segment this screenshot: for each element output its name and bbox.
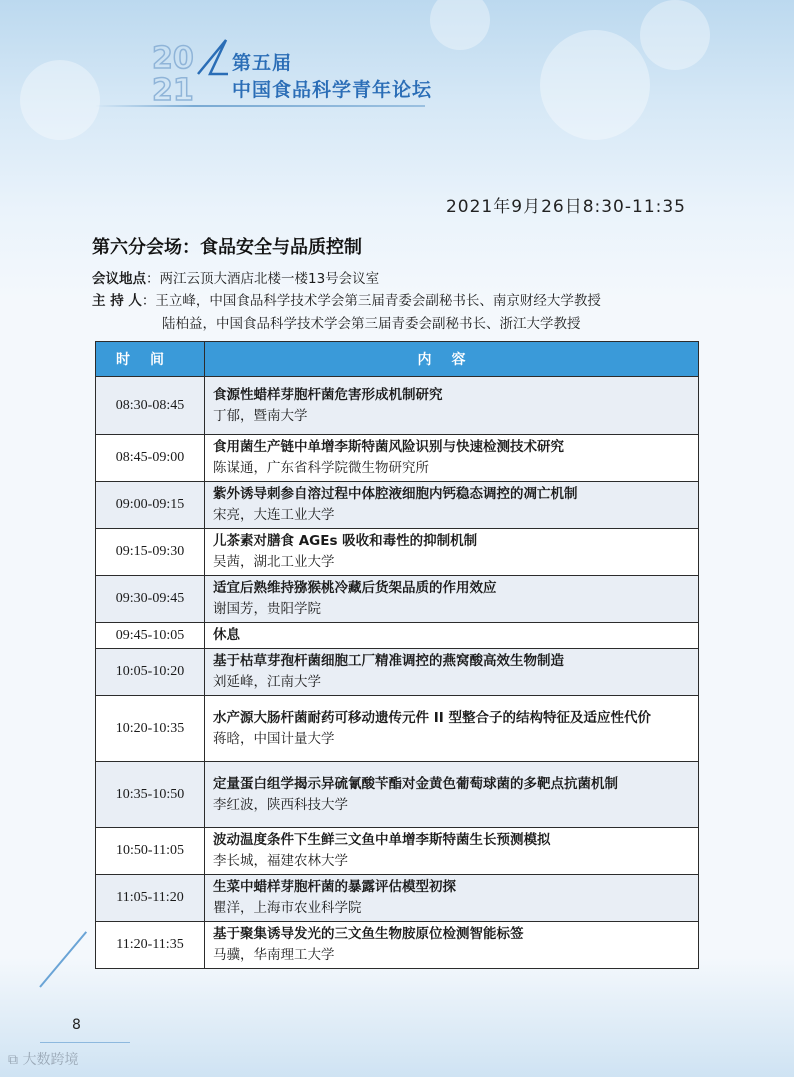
- talk-title: 波动温度条件下生鲜三文鱼中单增李斯特菌生长预测模拟: [213, 832, 551, 848]
- row-content: [205, 482, 699, 529]
- header-time: 时间: [96, 342, 205, 377]
- talk-speaker: 丁郁，暨南大学: [213, 407, 308, 424]
- table-row: [96, 377, 699, 435]
- decorative-bubble: [640, 0, 710, 70]
- row-content: [205, 696, 699, 762]
- row-content: [205, 762, 699, 828]
- row-content: [205, 576, 699, 623]
- talk-title: 紫外诱导刺参自溶过程中体腔液细胞内钙稳态调控的凋亡机制: [213, 486, 578, 502]
- talk-speaker: 李长城，福建农林大学: [213, 853, 348, 869]
- logo-underline: [95, 105, 425, 107]
- talk-speaker: 瞿洋，上海市农业科学院: [213, 900, 362, 916]
- row-time: 10:50-11:05: [96, 828, 205, 875]
- talk-speaker: 陈谋通，广东省科学院微生物研究所: [213, 460, 429, 476]
- row-time: 08:30-08:45: [96, 377, 205, 435]
- watermark: [8, 1049, 78, 1069]
- table-row: [96, 482, 699, 529]
- talk-title: 生菜中蜡样芽胞杆菌的暴露评估模型初探: [213, 879, 456, 895]
- talk-speaker: 谢国芳，贵阳学院: [213, 601, 321, 617]
- row-content: [205, 649, 699, 696]
- venue-label: 会议地点: [92, 271, 146, 287]
- row-content: [205, 529, 699, 576]
- row-time: 09:45-10:05: [96, 623, 205, 649]
- table-row: [96, 696, 699, 762]
- row-time: 10:20-10:35: [96, 696, 205, 762]
- row-content: [205, 922, 699, 969]
- row-content: [205, 828, 699, 875]
- host-info: [92, 291, 601, 312]
- session-title: 第六分会场：食品安全与品质控制: [92, 237, 362, 258]
- table-row: [96, 623, 699, 649]
- table-row: [96, 529, 699, 576]
- table-row: [96, 762, 699, 828]
- talk-title: 食用菌生产链中单增李斯特菌风险识别与快速检测技术研究: [213, 439, 564, 455]
- decorative-bubble: [540, 30, 650, 140]
- row-content: [205, 377, 699, 435]
- schedule-table: [95, 341, 699, 969]
- talk-title: 儿茶素对膳食 AGEs 吸收和毒性的抑制机制: [213, 533, 478, 549]
- talk-speaker: 宋亮，大连工业大学: [213, 507, 335, 523]
- venue-info: [92, 269, 379, 290]
- row-time: 11:20-11:35: [96, 922, 205, 969]
- talk-title: 适宜后熟维持猕猴桃冷藏后货架品质的作用效应: [213, 580, 497, 596]
- talk-speaker: 李红波，陕西科技大学: [213, 796, 348, 813]
- table-row: [96, 875, 699, 922]
- row-content: [205, 435, 699, 482]
- venue-text: ：两江云顶大酒店北楼一楼13号会议室: [146, 271, 380, 287]
- logo-year-top: 20: [152, 41, 194, 76]
- page-number: 8: [72, 1017, 81, 1033]
- forum-logo: [150, 28, 470, 108]
- row-time: 10:35-10:50: [96, 762, 205, 828]
- logo-forum-name: 中国食品科学青年论坛: [232, 79, 433, 101]
- decorative-bubble: [20, 60, 100, 140]
- year-logo-graphic: [150, 34, 230, 104]
- row-time: 09:30-09:45: [96, 576, 205, 623]
- footer-background: [0, 957, 794, 1077]
- talk-title: 基于聚集诱导发光的三文鱼生物胺原位检测智能标签: [213, 926, 524, 942]
- logo-edition: 第五届: [232, 52, 293, 74]
- host-1: ：王立峰，中国食品科学技术学会第三届青委会副秘书长、南京财经大学教授: [141, 293, 601, 309]
- table-row: [96, 922, 699, 969]
- talk-title: 食源性蜡样芽胞杆菌危害形成机制研究: [213, 386, 443, 403]
- host-label: 主 持 人: [92, 293, 142, 309]
- row-time: 08:45-09:00: [96, 435, 205, 482]
- table-header-row: [96, 342, 699, 377]
- talk-speaker: 吴茜，湖北工业大学: [213, 554, 335, 570]
- host-2: 陆柏益，中国食品科学技术学会第三届青委会副秘书长、浙江大学教授: [162, 316, 581, 332]
- row-time: 10:05-10:20: [96, 649, 205, 696]
- talk-title: 休息: [213, 627, 240, 643]
- row-time: 09:00-09:15: [96, 482, 205, 529]
- watermark-text: 大数跨境: [22, 1052, 79, 1068]
- logo-slash-mark: [198, 40, 228, 74]
- table-row: [96, 649, 699, 696]
- talk-speaker: 马骥，华南理工大学: [213, 947, 335, 963]
- decorative-base-line: [40, 1042, 130, 1043]
- table-row: [96, 828, 699, 875]
- row-time: 09:15-09:30: [96, 529, 205, 576]
- talk-title: 基于枯草芽孢杆菌细胞工厂精准调控的燕窝酸高效生物制造: [213, 653, 564, 669]
- table-row: [96, 576, 699, 623]
- session-datetime: 2021年9月26日8:30-11:35: [445, 197, 686, 217]
- talk-title: 水产源大肠杆菌耐药可移动遗传元件 II 型整合子的结构特征及适应性代价: [213, 709, 651, 726]
- table-row: [96, 435, 699, 482]
- logo-year-bottom: 21: [152, 73, 194, 104]
- row-content: [205, 875, 699, 922]
- talk-title: 定量蛋白组学揭示异硫氰酸苄酯对金黄色葡萄球菌的多靶点抗菌机制: [213, 775, 618, 792]
- talk-speaker: 刘延峰，江南大学: [213, 674, 321, 690]
- row-content: [205, 623, 699, 649]
- header-content: 内容: [205, 342, 699, 377]
- talk-speaker: 蒋晗，中国计量大学: [213, 730, 335, 747]
- row-time: 11:05-11:20: [96, 875, 205, 922]
- watermark-logo-icon: ⧉: [8, 1052, 23, 1068]
